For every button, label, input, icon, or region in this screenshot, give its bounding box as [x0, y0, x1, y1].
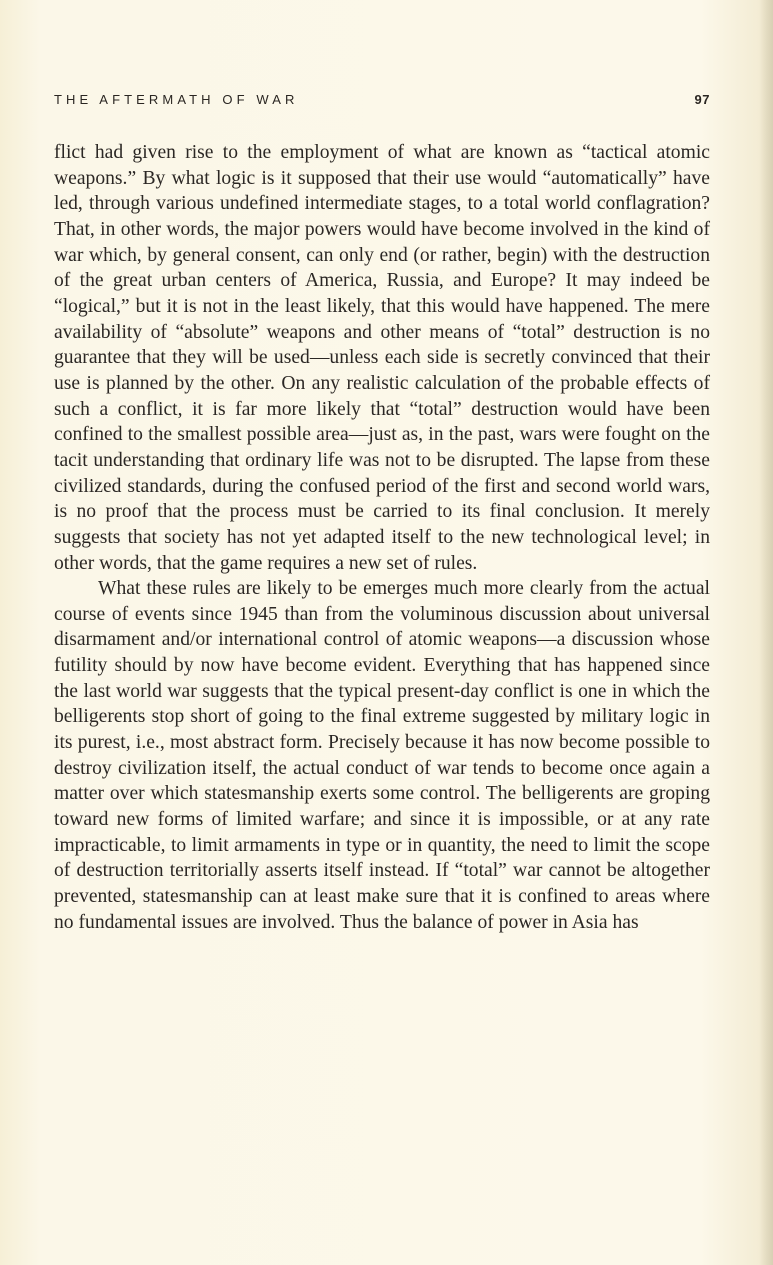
running-head: THE AFTERMATH OF WAR [54, 92, 299, 107]
paragraph-2: What these rules are likely to be emerges much more clearly from the actual course of events since 1945 than from the voluminous discussion about universal disarmament and/or international control of atomic weapons—a discussion whose futility should by now have become evident. Everything that has happened since the last world war suggests that the typical present-day conflict is one in which the belligerents stop short of going to the final extreme suggested by military logic in its purest, i.e., most abstract form. Precisely because it has now become possible to destroy civilization itself, the actual conduct of war tends to become once again a matter over which statesmanship exerts some control. The belligerents are groping toward new forms of limited warfare; and since it is impossible, or at any rate impracticable, to limit armaments in type or in quantity, the need to limit the scope of destruction territorially asserts itself instead. If “total” war cannot be altogether prevented, statesmanship can at least make sure that it is confined to areas where no fundamental issues are involved. Thus the balance of power in Asia has [54, 578, 710, 933]
body-text [54, 140, 710, 935]
page-edge-shadow [759, 0, 773, 1265]
page-header [54, 92, 710, 112]
paragraph-1: flict had given rise to the employment of what are known as “tactical atomic weapons.” By what logic is it supposed that their use would “automatically” have led, through various undefined intermediate stages, to a total world conflagration? That, in other words, the major powers would have become involved in the kind of war which, by general consent, can only end (or rather, begin) with the destruction of the great urban centers of America, Russia, and Europe? It may indeed be “logical,” but it is not in the least likely, that this would have happened. The mere availability of “absolute” weapons and other means of “total” destruction is no guarantee that they will be used—unless each side is secretly convinced that their use is planned by the other. On any realistic calculation of the probable effects of such a conflict, it is far more likely that “total” destruction would have been confined to the smallest possible area—just as, in the past, wars were fought on the tacit understanding that ordinary life was not to be disrupted. The lapse from these civilized standards, during the confused period of the first and second world wars, is no proof that the process must be carried to its final conclusion. It merely suggests that society has not yet adapted itself to the new technological level; in other words, that the game requires a new set of rules. [54, 142, 710, 574]
page-number: 97 [694, 92, 710, 107]
